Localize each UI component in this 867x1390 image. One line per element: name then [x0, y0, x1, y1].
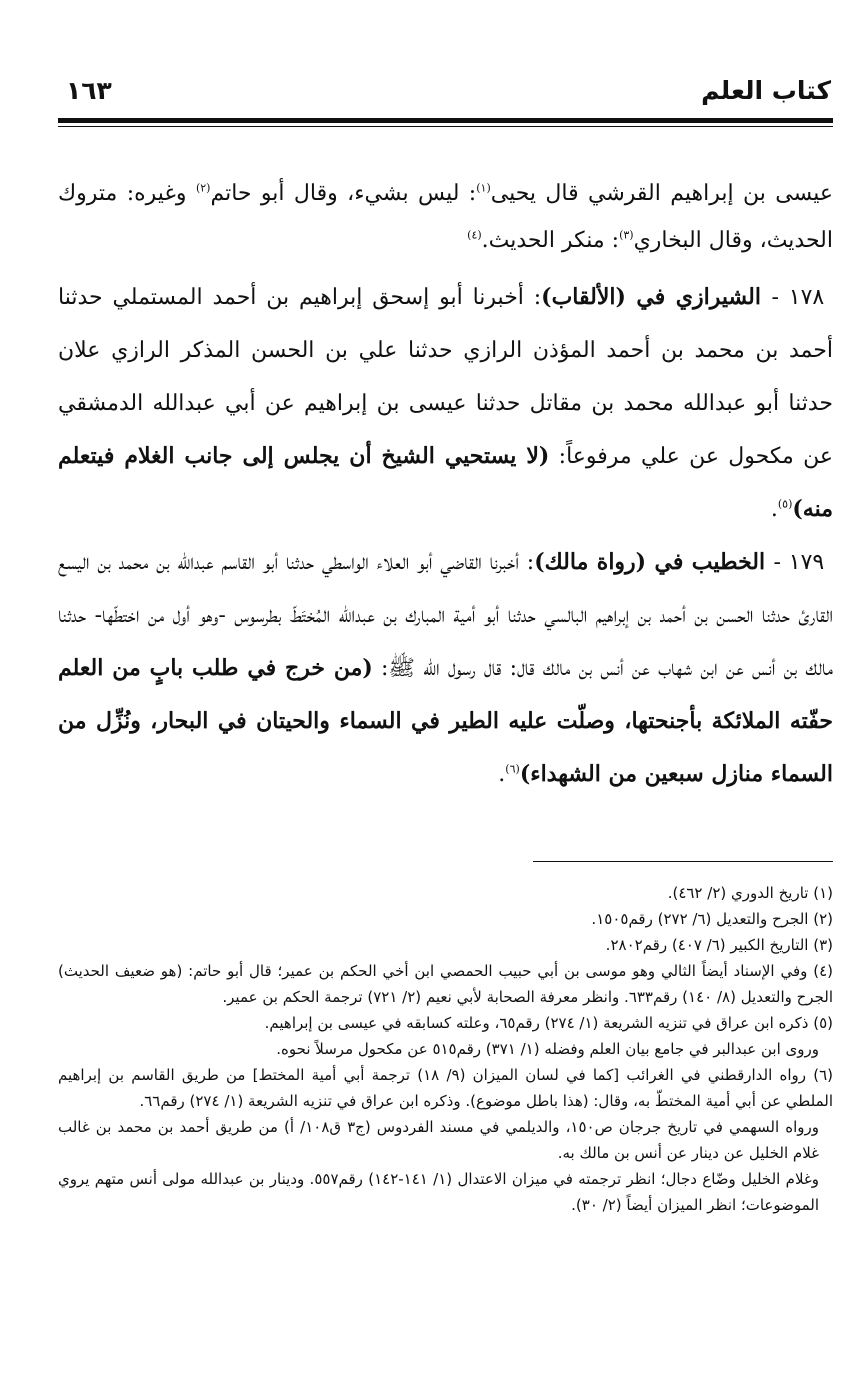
footnote-ref-1: (١) — [476, 181, 491, 195]
entry-source: الخطيب في (رواة مالك) — [534, 549, 774, 575]
text-run: وغيره: متروك الحديث، وقال البخاري — [58, 181, 833, 253]
footnote-4: (٤) وفي الإسناد أيضاً الثالي وهو موسى بن أبي حبيب الحمصي ابن أخي الحكم بن عمير؛ قال أبو حاتم: (هو ضعيف الحديث) الجرح والتعديل (٨/ ١٤٠) رقم٦٣٣. وانظر معرفة الصحابة لأبي نعيم (٢/ ٧٢١) ترجمة الحكم بن عمير. — [58, 962, 833, 1006]
entry-number: ١٧٨ - — [771, 285, 825, 310]
footnote-6-continued: ورواه السهمي في تاريخ جرجان ص١٥٠، والديلمي في مسند الفردوس (ج٣ ق١٠٨/ أ) من طريق أحمد بن محمد بن غالب غلام الخليل عن دينار عن أنس بن مالك به. — [58, 1118, 820, 1162]
isnad-text: : أخبرنا القاضي أبو العلاء الواسطي حدثنا أبو القاسم عبدالله بن محمد بن اليسع القارئ حدثنا الحسن بن أحمد بن إبراهيم البالسي حدثنا أبو أمية المبارك بن عبدالله المُختَطّ بطرسوس -وهو أول من اختطّها- حدثنا مالك بن أنس عن ابن شهاب عن أنس بن مالك قال: قال رسول الله ﷺ: — [58, 550, 833, 681]
text-run: . — [770, 497, 778, 522]
footnote-ref-4: (٤) — [467, 228, 482, 242]
text-run: عيسى بن إبراهيم القرشي قال يحيى — [490, 181, 833, 206]
footnote-separator — [533, 861, 833, 862]
text-run: . — [498, 762, 506, 787]
entry-number: ١٧٩ - — [773, 550, 825, 575]
footnote-2: (٢) الجرح والتعديل (٦/ ٢٧٢) رقم١٥٠٥. — [591, 910, 833, 928]
paragraph-continuation — [58, 170, 833, 264]
footnote-5-continued: وروى ابن عبدالبر في جامع بيان العلم وفضله (١/ ٣٧١) رقم٥١٥ عن مكحول مرسلاً نحوه. — [276, 1040, 819, 1058]
footnote-ref-2: (٢) — [195, 181, 211, 195]
main-text — [58, 170, 833, 801]
hadith-text: (من خرج في طلب بابٍ من العلم حفّته الملائكة بأجنحتها، وصلّت عليه الطير في السماء والحيتان في البحار، ونُزِّل من السماء منازل سبعين من الشهداء) — [58, 655, 833, 787]
footnote-6: (٦) رواه الدارقطني في الغرائب [كما في لسان الميزان (٩/ ١٨) ترجمة أبي أمية المختط] من طريق القاسم بن إبراهيم الملطي عن أبي أمية المختطّ به، وقال: (هذا باطل موضوع). وذكره ابن عراق في تنزيه الشريعة (١/ ٢٧٤) رقم٦٦. — [58, 1066, 834, 1110]
header-rule-thin — [58, 126, 833, 127]
entry-source: الشيرازي في (الألقاب) — [541, 284, 772, 310]
footnote-1: (١) تاريخ الدوري (٢/ ٤٦٢). — [667, 884, 833, 902]
header-rule-thick — [58, 118, 833, 123]
book-title: كتاب العلم — [701, 75, 831, 105]
hadith-text: (لا يستحيي الشيخ أن يجلس إلى جانب الغلام فيتعلم منه) — [58, 443, 833, 522]
entry-178 — [58, 271, 833, 536]
running-header — [58, 70, 833, 110]
footnote-ref-5: (٥) — [777, 497, 793, 511]
entry-179 — [58, 536, 833, 801]
footnote-ref-3: (٣) — [619, 228, 634, 242]
text-run: : منكر الحديث. — [481, 228, 620, 253]
footnote-6-continued: وغلام الخليل وضّاع دجال؛ انظر ترجمته في ميزان الاعتدال (١/ ١٤١-١٤٢) رقم٥٥٧. ودينار بن عبدالله مولى أنس متهم يروي الموضوعات؛ انظر الميزان أيضاً (٢/ ٣٠). — [58, 1170, 819, 1214]
book-page — [58, 58, 833, 1378]
isnad-text: : أخبرنا أبو إسحق إبراهيم بن أحمد المستملي حدثنا أحمد بن محمد بن أحمد المؤذن الرازي حدثنا علي بن الحسن المذكر الرازي علان حدثنا أبو عبدالله محمد بن مقاتل حدثنا عيسى بن إبراهيم عن أبي عبدالله الدمشقي عن مكحول عن علي مرفوعاً: — [58, 285, 833, 469]
footnote-3: (٣) التاريخ الكبير (٦/ ٤٠٧) رقم٢٨٠٢. — [605, 936, 833, 954]
footnote-ref-6: (٦) — [505, 762, 520, 776]
text-run: : ليس بشيء، وقال أبو حاتم — [210, 181, 477, 206]
footnote-5: (٥) ذكره ابن عراق في تنزيه الشريعة (١/ ٢٧٤) رقم٦٥، وعلته كسابقه في عيسى بن إبراهيم. — [264, 1014, 833, 1032]
page-number: ١٦٣ — [66, 75, 112, 105]
footnotes — [58, 880, 833, 1218]
